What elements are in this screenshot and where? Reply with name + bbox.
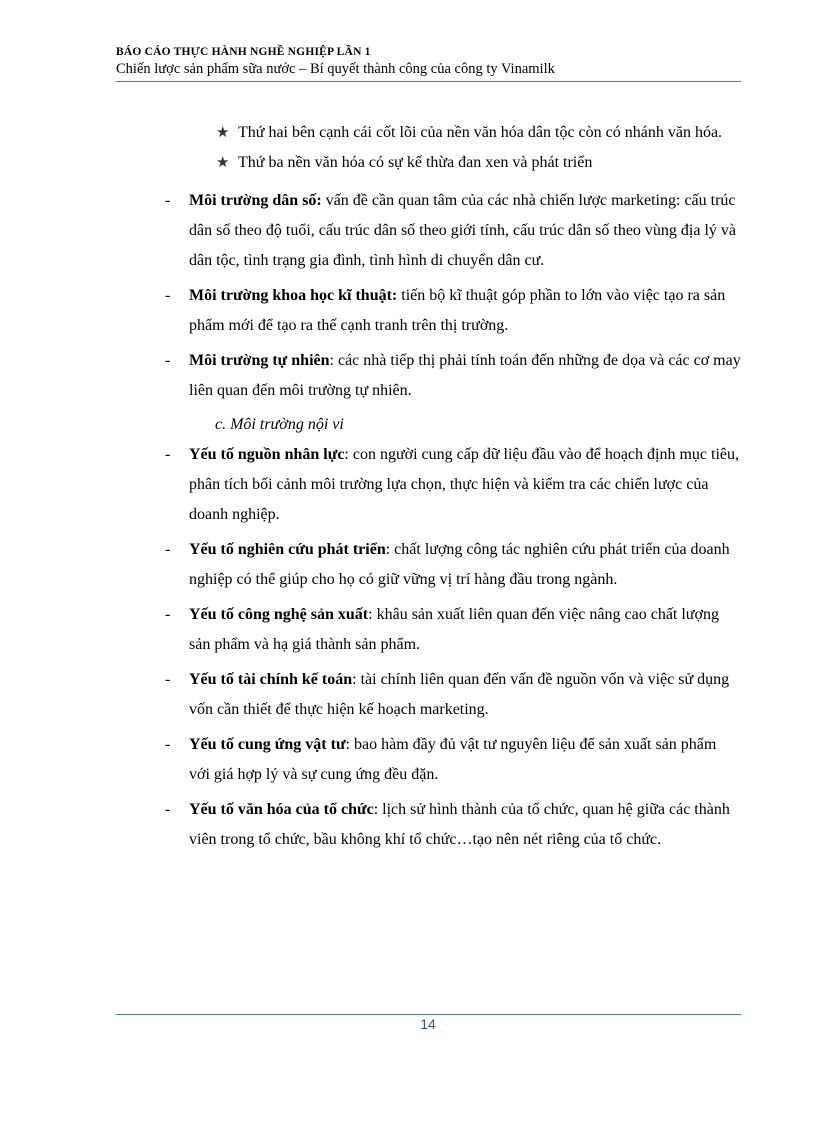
bullet-dash: - xyxy=(165,541,171,558)
bullet-dash: - xyxy=(165,606,171,623)
page-header xyxy=(116,44,741,78)
star-icon: ★ xyxy=(216,155,230,171)
bullet-dash: - xyxy=(165,352,171,369)
document-body xyxy=(0,118,816,855)
bullet-dash: - xyxy=(165,287,171,304)
header-rule xyxy=(116,81,741,82)
section-subheading: c. Môi trường nội vi xyxy=(215,416,344,433)
bullet-term: Yếu tố công nghệ sản xuất xyxy=(189,606,369,623)
bullet-dash: - xyxy=(165,446,171,463)
page-number: 14 xyxy=(420,1016,436,1032)
star-list-item xyxy=(0,148,728,178)
bullet-item xyxy=(0,281,741,341)
bullet-dash: - xyxy=(165,736,171,753)
bullet-item xyxy=(0,346,741,406)
header-title: BÁO CÁO THỰC HÀNH NGHỀ NGHIỆP LẦN 1 xyxy=(116,46,371,58)
bullet-term: Yếu tố văn hóa của tổ chức xyxy=(189,801,374,818)
bullet-text: : lịch sử hình thành của tổ chức, quan hệ giữa các thành viên trong tổ chức, bầu không khí tổ chức…tạo nên nét riêng của tổ chức. xyxy=(189,801,730,848)
bullet-dash: - xyxy=(165,671,171,688)
bullet-text: : các nhà tiếp thị phải tính toán đến những đe dọa và các cơ may liên quan đến môi trường tự nhiên. xyxy=(189,352,741,399)
bullet-term: Yếu tố cung ứng vật tư xyxy=(189,736,346,753)
header-subtitle: Chiến lược sản phẩm sữa nước – Bí quyết thành công của công ty Vinamilk xyxy=(116,61,555,77)
bullet-dash: - xyxy=(165,192,171,209)
bullet-item xyxy=(0,730,741,790)
bullet-item xyxy=(0,600,741,660)
bullet-term: Môi trường dân số: xyxy=(189,192,322,209)
star-item-text: Thứ hai bên cạnh cái cốt lõi của nền văn hóa dân tộc còn có nhánh văn hóa. xyxy=(238,124,723,141)
bullet-text: : con người cung cấp dữ liệu đầu vào để hoạch định mục tiêu, phân tích bối cảnh môi trường lựa chọn, thực hiện và kiểm tra các chiến lược của doanh nghiệp. xyxy=(189,446,740,523)
bullet-text: : bao hàm đầy đủ vật tư nguyên liệu để sản xuất sản phẩm với giá hợp lý và sự cung ứng đều đặn. xyxy=(189,736,717,783)
bullet-term: Yếu tố tài chính kế toán xyxy=(189,671,353,688)
bullet-term: Yếu tố nghiên cứu phát triển xyxy=(189,541,386,558)
bullet-term: Môi trường tự nhiên xyxy=(189,352,330,369)
star-icon: ★ xyxy=(216,125,230,141)
bullet-item xyxy=(0,795,741,855)
bullet-text: tiến bộ kĩ thuật góp phần to lớn vào việc tạo ra sản phẩm mới để tạo ra thế cạnh tranh trên thị trường. xyxy=(189,287,726,334)
bullet-item xyxy=(0,440,741,530)
footer-rule xyxy=(116,1014,741,1015)
bullet-term: Môi trường khoa học kĩ thuật: xyxy=(189,287,398,304)
star-list-item xyxy=(0,118,728,148)
bullet-item xyxy=(0,665,741,725)
bullet-item xyxy=(0,186,741,276)
bullet-item xyxy=(0,535,741,595)
bullet-text: vấn đề cần quan tâm của các nhà chiến lược marketing: cấu trúc dân số theo độ tuổi, cấu trúc dân số theo giới tính, cấu trúc dân số theo vùng địa lý và dân tộc, tình trạng gia đình, tình hình di chuyển dân cư. xyxy=(189,192,737,269)
bullet-text: : chất lượng công tác nghiên cứu phát triển của doanh nghiệp có thể giúp cho họ có giữ vững vị trí hàng đầu trong ngành. xyxy=(189,541,730,588)
bullet-dash: - xyxy=(165,801,171,818)
bullet-term: Yếu tố nguồn nhân lực xyxy=(189,446,345,463)
bullet-text: : tài chính liên quan đến vấn đề nguồn vốn và việc sử dụng vốn cần thiết để thực hiện kế hoạch marketing. xyxy=(189,671,730,718)
bullet-text: : khâu sản xuất liên quan đến việc nâng cao chất lượng sản phẩm và hạ giá thành sản phẩm. xyxy=(189,606,719,653)
star-item-text: Thứ ba nền văn hóa có sự kế thừa đan xen và phát triển xyxy=(238,154,593,171)
